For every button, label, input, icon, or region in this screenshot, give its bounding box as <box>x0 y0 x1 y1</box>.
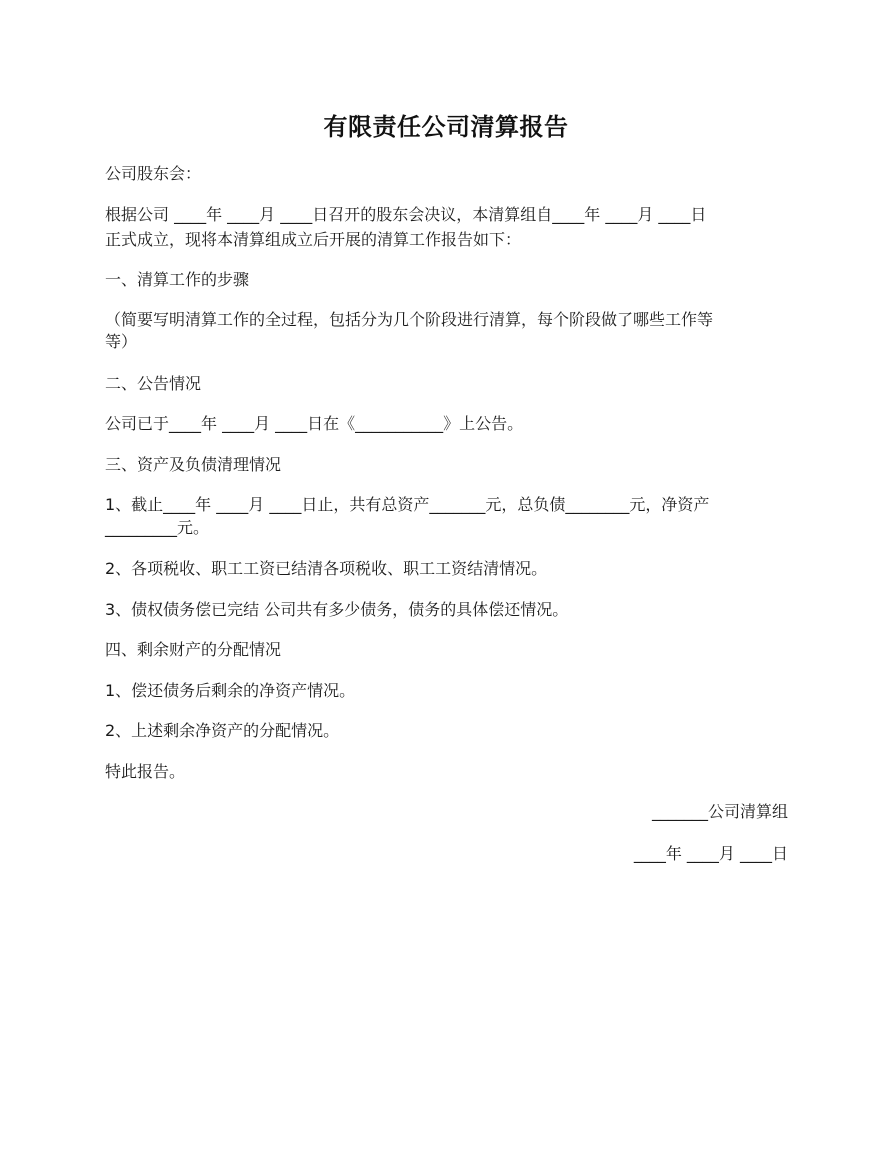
section-3-item-1-line-2: _________元。 <box>105 518 210 537</box>
signature-line: _______公司清算组 <box>651 802 788 821</box>
section-3-item-3: 3、债权债务偿已完结 公司共有多少债务，债务的具体偿还情况。 <box>105 600 569 619</box>
closing-text: 特此报告。 <box>105 762 186 781</box>
section-1-heading: 一、清算工作的步骤 <box>105 270 250 289</box>
section-4-heading: 四、剩余财产的分配情况 <box>105 640 282 659</box>
section-4-item-1: 1、偿还债务后剩余的净资产情况。 <box>105 681 356 700</box>
section-4-item-2: 2、上述剩余净资产的分配情况。 <box>105 721 340 740</box>
section-3-item-1-line-1: 1、截止____年 ____月 ____日止，共有总资产_______元，总负债________元，净资产 <box>105 495 710 514</box>
intro-line-1: 根据公司 ____年 ____月 ____日召开的股东会决议，本清算组自____年 ____月 ____日 <box>105 205 707 224</box>
intro-line-2: 正式成立，现将本清算组成立后开展的清算工作报告如下： <box>105 230 522 249</box>
section-2-text: 公司已于____年 ____月 ____日在《___________》上公告。 <box>105 414 524 433</box>
date-line: ____年 ____月 ____日 <box>633 844 788 863</box>
salutation: 公司股东会： <box>105 164 202 183</box>
section-1-note-line-2: 等） <box>105 332 138 351</box>
section-3-heading: 三、资产及负债清理情况 <box>105 455 282 474</box>
section-1-note-line-1: （简要写明清算工作的全过程，包括分为几个阶段进行清算，每个阶段做了哪些工作等 <box>105 310 714 329</box>
section-3-item-2: 2、各项税收、职工工资已结清各项税收、职工工资结清情况。 <box>105 559 548 578</box>
section-2-heading: 二、公告情况 <box>105 374 202 393</box>
document-title: 有限责任公司清算报告 <box>323 113 569 141</box>
